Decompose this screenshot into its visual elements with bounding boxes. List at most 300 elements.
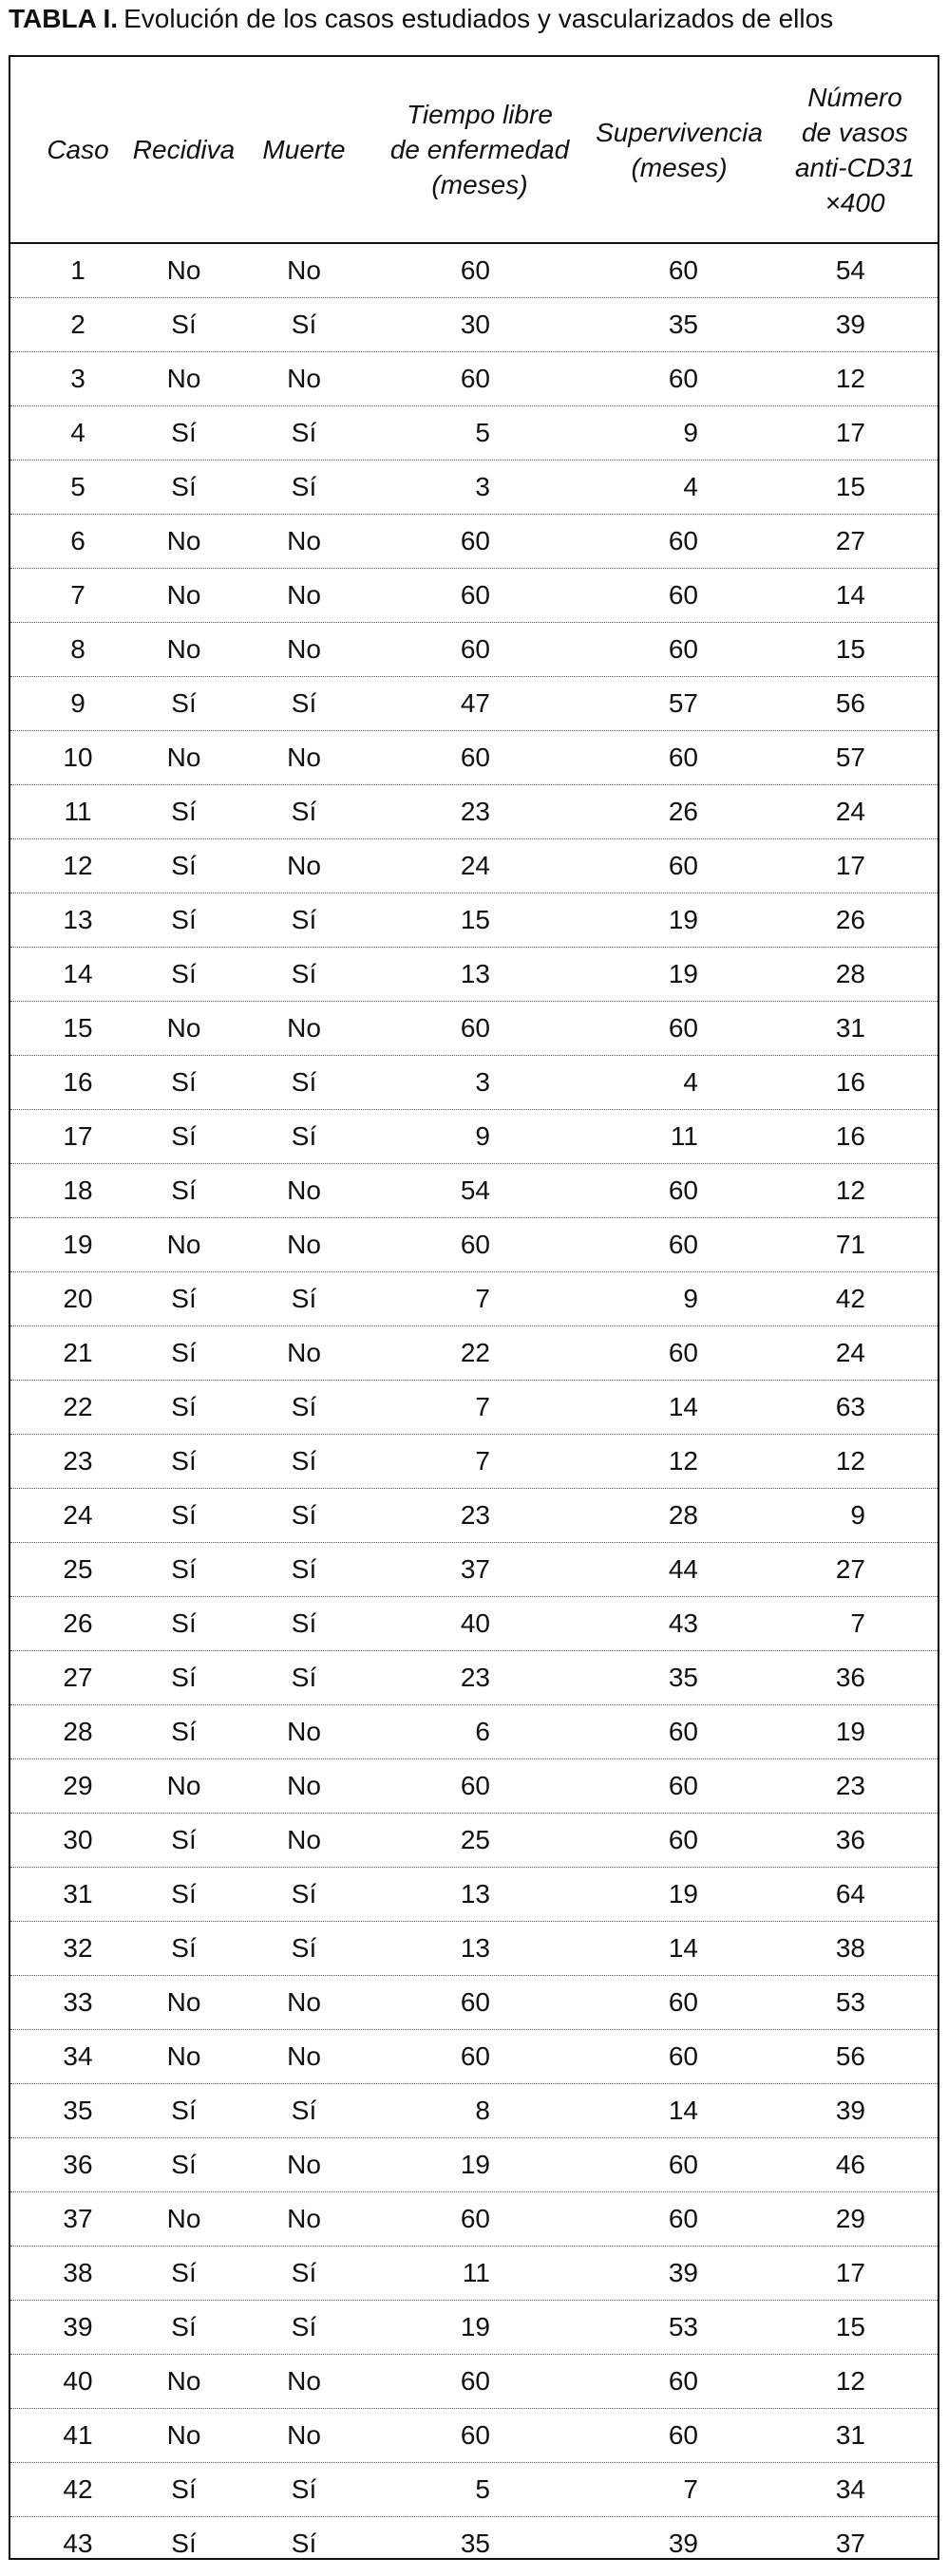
cell-recidiva: Sí [171,688,197,718]
cell-muerte: Sí [291,1500,317,1530]
cell-caso: 33 [63,1987,93,2017]
header-supervivencia: Supervivencia (meses) [596,117,763,182]
cell-muerte: Sí [291,2529,317,2558]
cell-recidiva: Sí [171,1717,197,1746]
cell-tiempo-libre: 37 [460,1554,490,1584]
cell-numero-vasos: 36 [835,1825,865,1854]
cell-muerte: No [287,2204,321,2233]
cell-supervivencia: 60 [668,2150,698,2179]
table-row [10,1543,938,1597]
cell-muerte: Sí [291,688,317,718]
table-row [10,2409,938,2463]
cell-numero-vasos: 16 [835,1067,865,1097]
table-row [10,623,938,677]
cell-caso: 27 [63,1663,93,1692]
cell-numero-vasos: 34 [835,2474,865,2504]
cell-numero-vasos: 31 [835,1013,865,1043]
cell-tiempo-libre: 3 [475,472,490,501]
cell-numero-vasos: 56 [835,688,865,718]
cell-tiempo-libre: 13 [460,959,490,988]
cell-caso: 25 [63,1554,93,1584]
cell-tiempo-libre: 19 [460,2150,490,2179]
cell-tiempo-libre: 54 [460,1175,490,1205]
cell-supervivencia: 35 [668,310,698,339]
cell-caso: 34 [63,2041,93,2071]
cell-numero-vasos: 15 [835,634,865,664]
table-row [10,2247,938,2301]
cell-caso: 24 [63,1500,93,1530]
table-row [10,948,938,1002]
cell-caso: 31 [63,1879,93,1908]
header-muerte: Muerte [262,135,346,164]
table-row [10,1868,938,1922]
cell-tiempo-libre: 30 [460,310,490,339]
cell-muerte: Sí [291,1554,317,1584]
cell-recidiva: No [166,526,201,555]
table-row [10,1326,938,1381]
table-row [10,244,938,298]
cell-recidiva: Sí [171,472,197,501]
cell-numero-vasos: 57 [835,743,865,772]
table-caption [9,0,833,38]
cell-muerte: Sí [291,1067,317,1097]
cell-numero-vasos: 17 [835,851,865,880]
cell-supervivencia: 43 [668,1608,698,1638]
cell-muerte: Sí [291,2096,317,2125]
cell-muerte: No [287,1825,321,1854]
cell-numero-vasos: 37 [835,2529,865,2558]
cell-tiempo-libre: 7 [475,1392,490,1421]
cell-numero-vasos: 14 [835,580,865,610]
table-header [10,57,938,244]
cell-supervivencia: 60 [668,580,698,610]
cell-muerte: Sí [291,959,317,988]
cell-numero-vasos: 26 [835,905,865,934]
table-row [10,1110,938,1164]
cell-caso: 5 [70,472,85,501]
cell-supervivencia: 60 [668,364,698,393]
cell-tiempo-libre: 6 [475,1717,490,1746]
cell-supervivencia: 9 [683,418,698,447]
cell-numero-vasos: 42 [835,1284,865,1313]
cell-supervivencia: 39 [668,2258,698,2287]
cell-tiempo-libre: 9 [475,1121,490,1151]
cell-caso: 8 [70,634,85,664]
cell-supervivencia: 60 [668,1987,698,2017]
cell-tiempo-libre: 7 [475,1284,490,1313]
cell-supervivencia: 60 [668,743,698,772]
cell-caso: 23 [63,1446,93,1476]
cell-supervivencia: 60 [668,1338,698,1367]
cell-recidiva: Sí [171,1608,197,1638]
cell-muerte: Sí [291,2258,317,2287]
cell-muerte: No [287,580,321,610]
table-row [10,569,938,623]
cell-caso: 35 [63,2096,93,2125]
cell-recidiva: Sí [171,1933,197,1963]
cell-numero-vasos: 17 [835,418,865,447]
cell-caso: 10 [63,743,93,772]
cell-tiempo-libre: 60 [460,1987,490,2017]
cell-supervivencia: 19 [668,959,698,988]
cell-recidiva: Sí [171,2096,197,2125]
cell-caso: 15 [63,1013,93,1043]
cell-tiempo-libre: 3 [475,1067,490,1097]
cell-numero-vasos: 16 [835,1121,865,1151]
cell-muerte: Sí [291,2474,317,2504]
cell-caso: 2 [70,310,85,339]
cell-tiempo-libre: 60 [460,1771,490,1800]
header-numero-vasos: Número de vasos anti-CD31 ×400 [794,82,916,217]
table-row [10,2192,938,2247]
cell-supervivencia: 60 [668,2420,698,2450]
cell-numero-vasos: 71 [835,1230,865,1259]
cell-caso: 42 [63,2474,93,2504]
cell-recidiva: No [166,364,201,393]
cell-numero-vasos: 39 [835,310,865,339]
cell-tiempo-libre: 60 [460,2041,490,2071]
cell-tiempo-libre: 23 [460,1663,490,1692]
cell-numero-vasos: 9 [850,1500,865,1530]
cell-recidiva: Sí [171,851,197,880]
cell-numero-vasos: 27 [835,1554,865,1584]
cell-supervivencia: 35 [668,1663,698,1692]
table-row [10,2138,938,2192]
cell-caso: 20 [63,1284,93,1313]
table-caption-label: TABLA I. [9,4,119,33]
cell-recidiva: No [166,1230,201,1259]
cell-caso: 40 [63,2366,93,2396]
table-row [10,1597,938,1651]
cell-supervivencia: 7 [683,2474,698,2504]
cell-muerte: No [287,1175,321,1205]
cell-numero-vasos: 15 [835,2312,865,2341]
cell-caso: 16 [63,1067,93,1097]
cell-muerte: No [287,851,321,880]
cell-muerte: Sí [291,310,317,339]
table-row [10,461,938,515]
cell-numero-vasos: 24 [835,797,865,826]
cell-supervivencia: 60 [668,1013,698,1043]
cell-recidiva: Sí [171,2150,197,2179]
cell-tiempo-libre: 35 [460,2529,490,2558]
cell-supervivencia: 26 [668,797,698,826]
cell-tiempo-libre: 25 [460,1825,490,1854]
cell-supervivencia: 14 [668,1392,698,1421]
cell-supervivencia: 9 [683,1284,698,1313]
cell-supervivencia: 60 [668,851,698,880]
cell-recidiva: Sí [171,1338,197,1367]
cell-tiempo-libre: 60 [460,1230,490,1259]
cell-caso: 1 [70,255,85,285]
cell-recidiva: Sí [171,797,197,826]
cell-muerte: Sí [291,1663,317,1692]
cell-numero-vasos: 64 [835,1879,865,1908]
cell-tiempo-libre: 7 [475,1446,490,1476]
cell-recidiva: No [166,743,201,772]
cell-recidiva: Sí [171,310,197,339]
table-row [10,1435,938,1489]
cell-tiempo-libre: 8 [475,2096,490,2125]
cell-numero-vasos: 24 [835,1338,865,1367]
cell-recidiva: No [166,580,201,610]
table-row [10,1705,938,1759]
cell-recidiva: Sí [171,1879,197,1908]
cell-recidiva: Sí [171,1121,197,1151]
table-row [10,1381,938,1435]
cell-supervivencia: 57 [668,688,698,718]
cell-muerte: Sí [291,2312,317,2341]
cell-muerte: Sí [291,1446,317,1476]
cell-tiempo-libre: 15 [460,905,490,934]
table-body [10,244,938,2571]
table-row [10,2517,938,2571]
cell-caso: 7 [70,580,85,610]
cell-numero-vasos: 63 [835,1392,865,1421]
cell-muerte: Sí [291,1879,317,1908]
cell-supervivencia: 60 [668,1771,698,1800]
table-row [10,352,938,406]
table-row [10,1164,938,1218]
cell-numero-vasos: 31 [835,2420,865,2450]
table-row [10,1976,938,2030]
table-row [10,1651,938,1705]
cell-supervivencia: 60 [668,2366,698,2396]
cell-muerte: No [287,255,321,285]
cell-recidiva: Sí [171,1175,197,1205]
cell-tiempo-libre: 60 [460,634,490,664]
cell-tiempo-libre: 47 [460,688,490,718]
table-row [10,2301,938,2355]
cell-numero-vasos: 54 [835,255,865,285]
cell-caso: 37 [63,2204,93,2233]
cell-muerte: No [287,2420,321,2450]
cell-supervivencia: 28 [668,1500,698,1530]
cell-tiempo-libre: 23 [460,797,490,826]
cell-caso: 21 [63,1338,93,1367]
cell-supervivencia: 14 [668,1933,698,1963]
cell-caso: 6 [70,526,85,555]
cell-tiempo-libre: 60 [460,743,490,772]
cell-muerte: Sí [291,418,317,447]
cell-caso: 4 [70,418,85,447]
cell-muerte: No [287,2150,321,2179]
cell-numero-vasos: 19 [835,1717,865,1746]
cell-tiempo-libre: 13 [460,1879,490,1908]
cell-caso: 18 [63,1175,93,1205]
cell-supervivencia: 60 [668,634,698,664]
cell-numero-vasos: 12 [835,364,865,393]
cell-recidiva: No [166,2420,201,2450]
cell-caso: 30 [63,1825,93,1854]
cell-muerte: No [287,526,321,555]
cell-muerte: Sí [291,1284,317,1313]
table-row [10,731,938,785]
table-row [10,785,938,839]
cell-numero-vasos: 23 [835,1771,865,1800]
cell-caso: 28 [63,1717,93,1746]
cell-caso: 12 [63,851,93,880]
cell-tiempo-libre: 60 [460,364,490,393]
cell-supervivencia: 60 [668,1825,698,1854]
cell-muerte: Sí [291,1392,317,1421]
cell-caso: 29 [63,1771,93,1800]
cell-numero-vasos: 12 [835,1175,865,1205]
cell-recidiva: Sí [171,1067,197,1097]
cell-numero-vasos: 12 [835,2366,865,2396]
cell-muerte: Sí [291,905,317,934]
cell-numero-vasos: 56 [835,2041,865,2071]
cell-recidiva: Sí [171,1663,197,1692]
table-row [10,1759,938,1814]
cell-muerte: No [287,2041,321,2071]
cell-recidiva: Sí [171,2312,197,2341]
cell-caso: 14 [63,959,93,988]
table-row [10,677,938,731]
cell-recidiva: Sí [171,2474,197,2504]
cell-muerte: No [287,1230,321,1259]
table-row [10,839,938,893]
cell-recidiva: No [166,255,201,285]
cell-caso: 39 [63,2312,93,2341]
cell-supervivencia: 19 [668,905,698,934]
cell-muerte: No [287,364,321,393]
cell-caso: 3 [70,364,85,393]
cell-numero-vasos: 29 [835,2204,865,2233]
cell-caso: 32 [63,1933,93,1963]
cell-supervivencia: 14 [668,2096,698,2125]
cell-supervivencia: 60 [668,2041,698,2071]
table-row [10,2030,938,2084]
cell-tiempo-libre: 19 [460,2312,490,2341]
table-row [10,1002,938,1056]
cell-tiempo-libre: 40 [460,1608,490,1638]
cell-tiempo-libre: 60 [460,1013,490,1043]
cell-recidiva: No [166,2041,201,2071]
cell-supervivencia: 60 [668,1175,698,1205]
cell-numero-vasos: 36 [835,1663,865,1692]
cell-caso: 9 [70,688,85,718]
cell-muerte: No [287,1013,321,1043]
header-recidiva: Recidiva [132,135,236,164]
table-row [10,406,938,461]
cell-numero-vasos: 17 [835,2258,865,2287]
cell-caso: 36 [63,2150,93,2179]
cell-tiempo-libre: 60 [460,580,490,610]
cell-recidiva: Sí [171,1554,197,1584]
cell-recidiva: Sí [171,1392,197,1421]
cell-muerte: No [287,1987,321,2017]
table-caption-text: Evolución de los casos estudiados y vascularizados de ellos [123,4,834,33]
cell-numero-vasos: 7 [850,1608,865,1638]
cell-tiempo-libre: 60 [460,2366,490,2396]
cell-recidiva: Sí [171,1446,197,1476]
cell-tiempo-libre: 60 [460,2420,490,2450]
cell-numero-vasos: 15 [835,472,865,501]
cell-caso: 26 [63,1608,93,1638]
cell-recidiva: Sí [171,2258,197,2287]
cell-numero-vasos: 28 [835,959,865,988]
table-row [10,1272,938,1326]
cell-supervivencia: 60 [668,1717,698,1746]
cell-recidiva: Sí [171,959,197,988]
cell-muerte: No [287,1771,321,1800]
cell-tiempo-libre: 60 [460,526,490,555]
table-row [10,2355,938,2409]
cell-recidiva: No [166,2204,201,2233]
cell-muerte: Sí [291,1608,317,1638]
cell-tiempo-libre: 23 [460,1500,490,1530]
cell-supervivencia: 53 [668,2312,698,2341]
cell-muerte: No [287,2366,321,2396]
cell-supervivencia: 60 [668,255,698,285]
cell-numero-vasos: 39 [835,2096,865,2125]
cell-recidiva: No [166,634,201,664]
table-row [10,1056,938,1110]
table-row [10,515,938,569]
cell-caso: 17 [63,1121,93,1151]
cell-supervivencia: 12 [668,1446,698,1476]
cell-tiempo-libre: 5 [475,2474,490,2504]
cell-supervivencia: 19 [668,1879,698,1908]
cell-caso: 43 [63,2529,93,2558]
cell-numero-vasos: 53 [835,1987,865,2017]
cell-caso: 19 [63,1230,93,1259]
cell-tiempo-libre: 13 [460,1933,490,1963]
cell-recidiva: No [166,1013,201,1043]
cell-recidiva: No [166,1987,201,2017]
cell-recidiva: Sí [171,1825,197,1854]
cell-recidiva: Sí [171,418,197,447]
cell-numero-vasos: 27 [835,526,865,555]
table-row [10,2463,938,2517]
cell-numero-vasos: 38 [835,1933,865,1963]
cell-tiempo-libre: 22 [460,1338,490,1367]
cell-muerte: Sí [291,797,317,826]
cell-tiempo-libre: 11 [462,2258,490,2287]
cell-muerte: Sí [291,1121,317,1151]
table-row [10,2084,938,2138]
cell-recidiva: Sí [171,2529,197,2558]
cell-caso: 41 [63,2420,93,2450]
cell-supervivencia: 4 [683,1067,698,1097]
cell-tiempo-libre: 5 [475,418,490,447]
header-caso: Caso [47,135,109,164]
cell-recidiva: Sí [171,1500,197,1530]
cell-caso: 13 [63,905,93,934]
cell-supervivencia: 60 [668,1230,698,1259]
cell-muerte: Sí [291,1933,317,1963]
cell-tiempo-libre: 24 [460,851,490,880]
cell-caso: 22 [63,1392,93,1421]
cell-muerte: No [287,634,321,664]
cell-recidiva: Sí [171,905,197,934]
table-row [10,1922,938,1976]
cell-recidiva: No [166,2366,201,2396]
cell-muerte: No [287,1338,321,1367]
cell-muerte: No [287,1717,321,1746]
table-row [10,1489,938,1543]
cell-muerte: Sí [291,472,317,501]
cell-numero-vasos: 46 [835,2150,865,2179]
table-row [10,893,938,948]
cell-supervivencia: 4 [683,472,698,501]
table-row [10,1814,938,1868]
cell-tiempo-libre: 60 [460,255,490,285]
cell-supervivencia: 11 [670,1121,698,1151]
cell-tiempo-libre: 60 [460,2204,490,2233]
table-row [10,298,938,352]
